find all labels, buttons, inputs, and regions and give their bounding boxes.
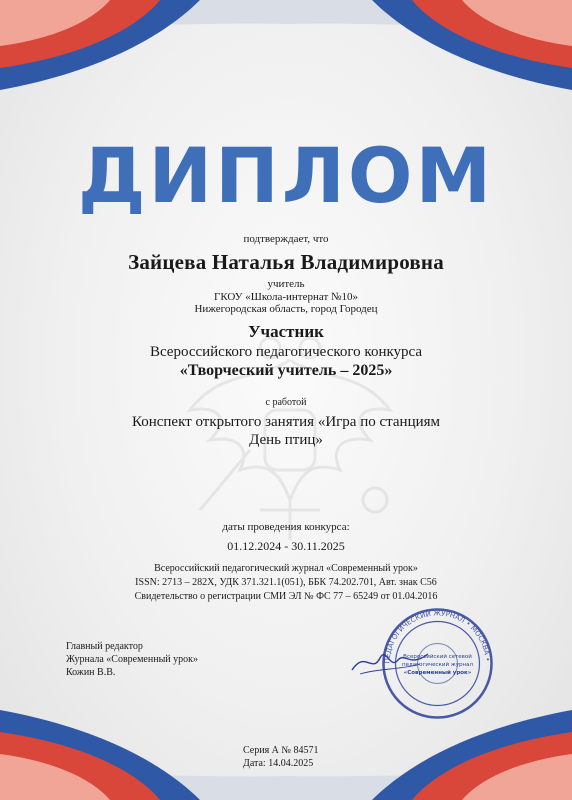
stamp-line3: «Современный урок» — [403, 670, 472, 676]
top-ribbon-decoration — [0, 0, 572, 110]
recipient-region: Нижегородская область, город Городец — [194, 303, 378, 315]
issue-date: Дата: 14.04.2025 — [243, 758, 314, 769]
contest-dates: 01.12.2024 - 30.11.2025 — [227, 539, 345, 553]
signature-icon — [350, 640, 430, 680]
series-number: Серия А № 84571 — [243, 745, 319, 756]
stamp-line2: педагогический журнал — [402, 662, 473, 668]
journal-issn: ISSN: 2713 – 282X, УДК 371.321.1(051), ББК 74.202.701, Авт. знак С56 — [135, 577, 437, 588]
stamp-line1: Всероссийский сетевой — [403, 654, 472, 660]
contest-line: Всероссийского педагогического конкурса — [149, 344, 423, 360]
media-certificate: Свидетельство о регистрации СМИ ЭЛ № ФС 77 – 65249 от 01.04.2016 — [134, 591, 438, 602]
recipient-organization: ГКОУ «Школа-интернат №10» — [213, 291, 359, 303]
work-title-line1: Конспект открытого занятия «Игра по станциям — [131, 414, 441, 430]
with-work-label: с работой — [265, 397, 307, 408]
dates-label: даты проведения конкурса: — [222, 521, 350, 533]
diploma-title: ДИПЛОМ — [77, 131, 495, 220]
editor-block — [66, 640, 198, 679]
confirms-text: подтверждает, что — [243, 233, 329, 245]
editor-name: Кожин В.В. — [66, 667, 116, 678]
journal-name: Всероссийский педагогический журнал «Современный урок» — [154, 563, 418, 574]
series-block — [243, 744, 318, 770]
participation-status: Участник — [248, 322, 324, 341]
editor-title: Главный редактор — [66, 641, 143, 652]
stamp-ring-text: ПЕДАГОГИЧЕСКИЙ ЖУРНАЛ • МОСКВА • — [383, 609, 492, 664]
editor-journal: Журнала «Современный урок» — [66, 654, 199, 665]
recipient-role: учитель — [267, 278, 305, 290]
work-title-line2: День птиц» — [249, 432, 323, 448]
recipient-name: Зайцева Наталья Владимировна — [128, 250, 444, 274]
contest-name: «Творческий учитель – 2025» — [179, 362, 393, 379]
